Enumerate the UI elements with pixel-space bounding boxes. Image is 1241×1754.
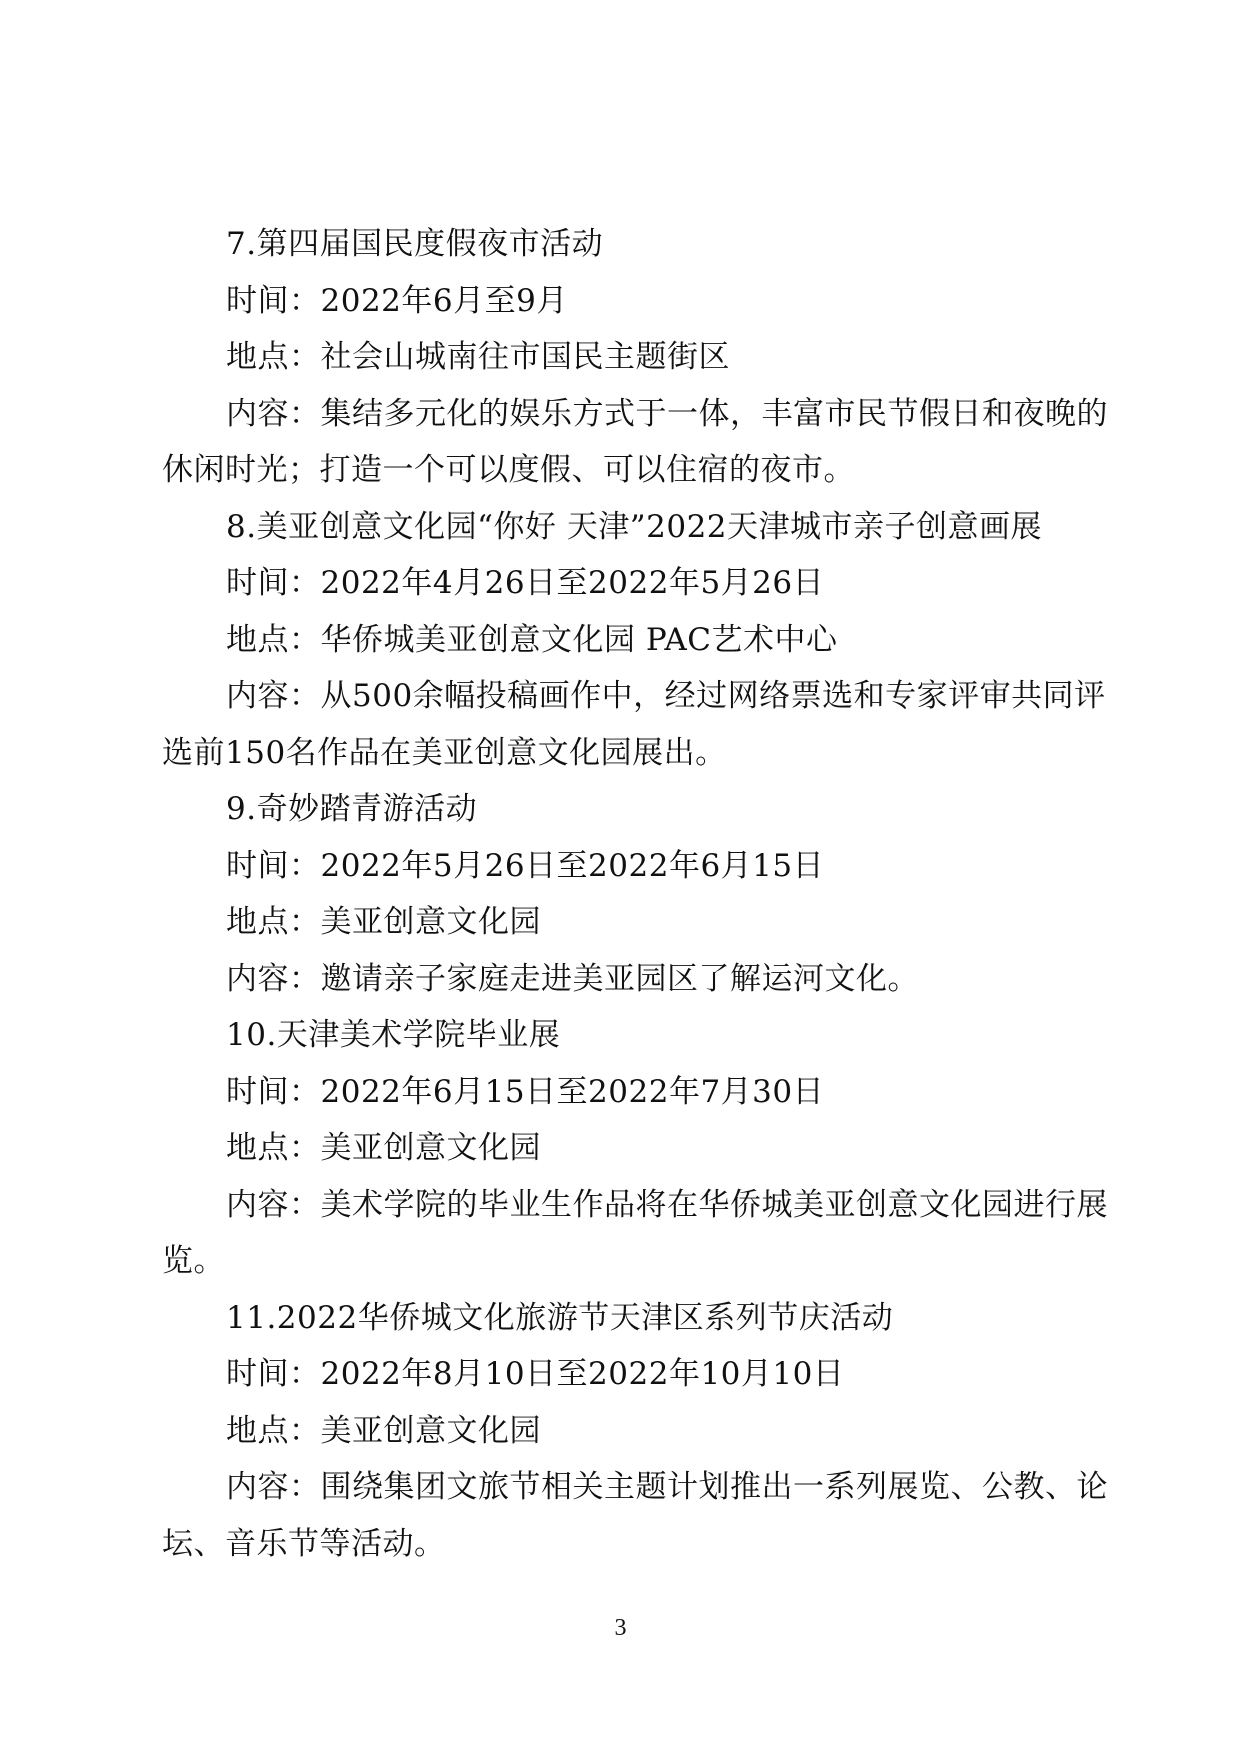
event-content-continued: 坛、音乐节等活动。 (162, 1525, 446, 1562)
event-title: 9.奇妙踏青游活动 (226, 791, 478, 827)
event-time: 时间：2022年8月10日至2022年10月10日 (226, 1356, 845, 1392)
event-content: 内容：美术学院的毕业生作品将在华侨城美亚创意文化园进行展 (226, 1186, 1108, 1223)
document-body (162, 216, 1108, 1572)
event-time: 时间：2022年6月至9月 (226, 282, 568, 319)
event-item-8 (162, 499, 1106, 782)
event-time: 时间：2022年5月26日至2022年6月15日 (226, 847, 825, 884)
event-place: 地点：美亚创意文化园 (226, 1130, 541, 1166)
event-title: 7.第四届国民度假夜市活动 (226, 226, 604, 262)
event-place: 地点：美亚创意文化园 (226, 1412, 541, 1449)
event-item-10 (162, 1007, 1108, 1290)
event-content: 内容：从500余幅投稿画作中，经过网络票选和专家评审共同评 (226, 678, 1106, 714)
event-content: 内容：围绕集团文旅节相关主题计划推出一系列展览、公教、论 (226, 1469, 1108, 1505)
event-content: 内容：集结多元化的娱乐方式于一体，丰富市民节假日和夜晚的 (226, 395, 1108, 432)
event-title: 11.2022华侨城文化旅游节天津区系列节庆活动 (226, 1299, 894, 1336)
event-content-continued: 休闲时光；打造一个可以度假、可以住宿的夜市。 (162, 452, 855, 488)
event-item-11 (162, 1290, 1108, 1573)
event-item-7 (162, 216, 1108, 499)
event-time: 时间：2022年4月26日至2022年5月26日 (226, 565, 825, 601)
event-item-9 (162, 781, 1092, 1007)
event-content: 内容：邀请亲子家庭走进美亚园区了解运河文化。 (226, 960, 919, 997)
event-content-continued: 览。 (162, 1243, 225, 1279)
event-title: 10.天津美术学院毕业展 (226, 1017, 561, 1053)
event-time: 时间：2022年6月15日至2022年7月30日 (226, 1073, 825, 1110)
event-place: 地点：美亚创意文化园 (226, 904, 541, 940)
event-place: 地点：社会山城南往市国民主题街区 (226, 339, 730, 375)
event-place: 地点：华侨城美亚创意文化园 PAC艺术中心 (226, 621, 838, 658)
event-title: 8.美亚创意文化园“你好 天津”2022天津城市亲子创意画展 (226, 508, 1043, 545)
event-content-continued: 选前150名作品在美亚创意文化园展出。 (162, 734, 727, 771)
page-number: 3 (614, 1615, 627, 1641)
